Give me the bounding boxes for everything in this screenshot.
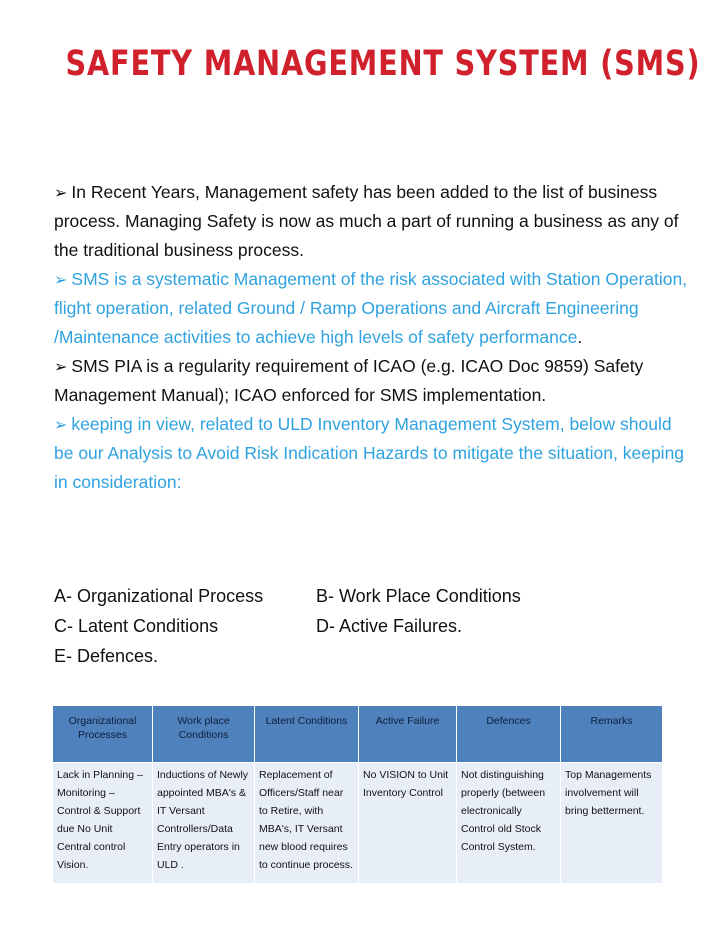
cell-remarks: Top Managements involvement will bring betterment. (561, 763, 663, 884)
header-active-failure: Active Failure (359, 706, 457, 763)
header-defences: Defences (457, 706, 561, 763)
header-organizational-processes: Organizational Processes (53, 706, 153, 763)
arrow-bullet-icon: ➢ (54, 415, 68, 434)
table-row (53, 763, 663, 884)
paragraph-4-text: keeping in view, related to ULD Inventory Management System, below should be our Analysis to Avoid Risk Indication Hazards to mitigate the situation, keeping in consideration: (54, 414, 685, 492)
factor-c: C- Latent Conditions (54, 616, 219, 636)
arrow-bullet-icon: ➢ (54, 183, 68, 202)
paragraph-1-text: In Recent Years, Management safety has been added to the list of business process. Managing Safety is now as much a part of running a business as any of the traditional business process. (54, 182, 679, 260)
page-title: SAFETY MANAGEMENT SYSTEM (SMS) (65, 44, 701, 84)
paragraph-2 (54, 265, 694, 352)
cell-defences: Not distinguishing properly (between electronically Control old Stock Control System. (457, 763, 561, 884)
cell-latent-conditions: Replacement of Officers/Staff near to Retire, with MBA's, IT Versant new blood requires to continue process. (255, 763, 359, 884)
cell-organizational-processes: Lack in Planning – Monitoring – Control & Support due No Unit Central control Vision. (53, 763, 153, 884)
header-latent-conditions: Latent Conditions (255, 706, 359, 763)
header-remarks: Remarks (561, 706, 663, 763)
cell-work-place-conditions: Inductions of Newly appointed MBA's & IT Versant Controllers/Data Entry operators in ULD . (153, 763, 255, 884)
factor-b: B- Work Place Conditions (316, 586, 521, 606)
cell-active-failure: No VISION to Unit Inventory Control (359, 763, 457, 884)
paragraph-4 (54, 410, 694, 497)
factor-list (54, 581, 694, 671)
paragraph-2-period: . (577, 327, 583, 347)
factor-row (54, 611, 694, 641)
paragraph-2-text: SMS is a systematic Management of the risk associated with Station Operation, flight operation, related Ground / Ramp Operations and Aircraft Engineering /Maintenance activities to achieve high levels of safety performance (54, 269, 688, 347)
header-work-place-conditions: Work place Conditions (153, 706, 255, 763)
factor-d: D- Active Failures. (316, 616, 463, 636)
arrow-bullet-icon: ➢ (54, 357, 68, 376)
paragraph-3-text: SMS PIA is a regularity requirement of ICAO (e.g. ICAO Doc 9859) Safety Management Manual); ICAO enforced for SMS implementation. (54, 356, 644, 405)
paragraph-3 (54, 352, 694, 410)
analysis-table (52, 705, 663, 884)
factor-a: A- Organizational Process (54, 586, 264, 606)
intro-paragraphs (54, 178, 694, 497)
factor-e: E- Defences. (54, 646, 159, 666)
paragraph-1 (54, 178, 694, 265)
table-header-row (53, 706, 663, 763)
factor-row (54, 581, 694, 611)
factor-row (54, 641, 694, 671)
arrow-bullet-icon: ➢ (54, 270, 68, 289)
